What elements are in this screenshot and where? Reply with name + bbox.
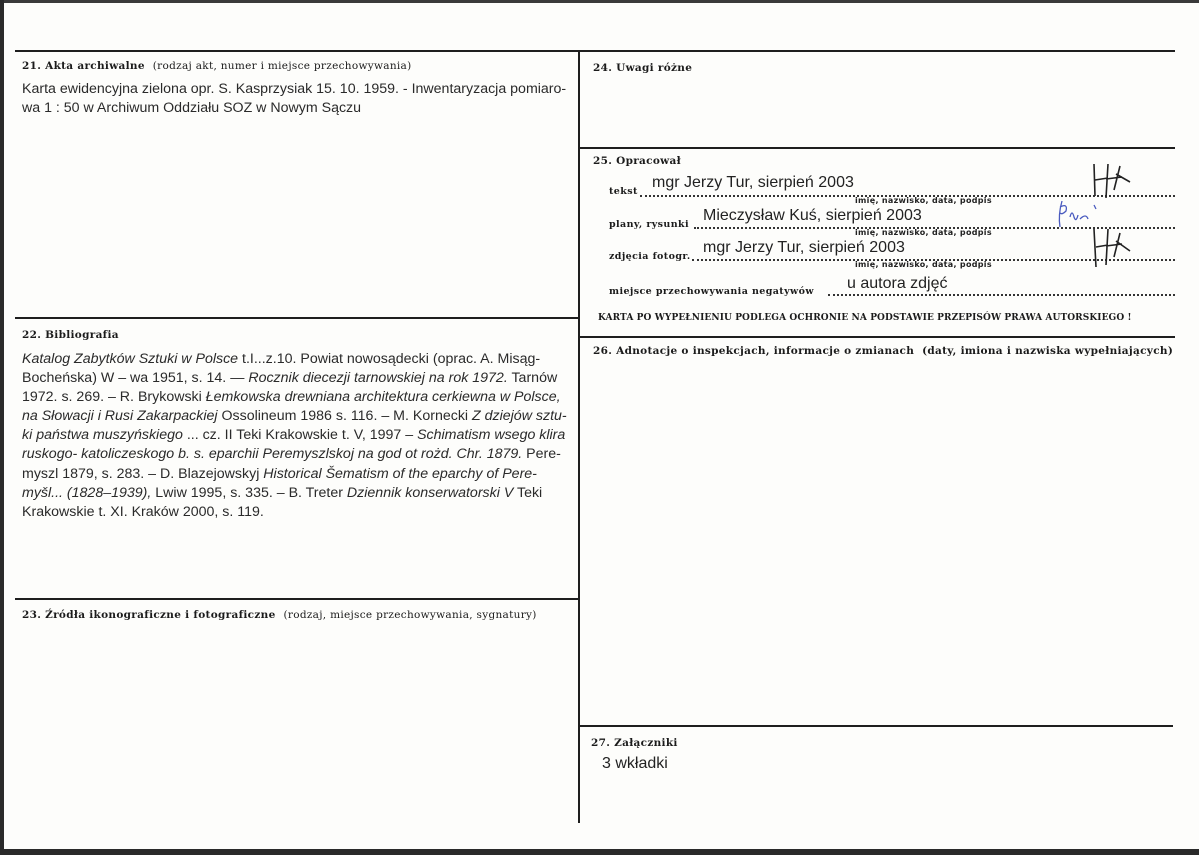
page-edge-bottom [0, 849, 1199, 855]
negatywy-label: miejsce przechowywania negatywów [609, 286, 814, 297]
plany-caption: imię, nazwisko, data, podpis [855, 228, 992, 237]
grid-line-top [15, 50, 1175, 52]
negatywy-value: u autora zdjęć [847, 275, 948, 292]
bibliography-line: myszl 1879, s. 283. – D. Blazejowskyj Historical Šematism of the eparchy of Pere- [22, 465, 537, 482]
grid-line-25-26 [579, 336, 1175, 338]
section-27-value: 3 wkładki [602, 755, 668, 772]
section-23-title: 23. Źródła ikonograficzne i fotograficzne [22, 609, 276, 621]
grid-line-center [578, 50, 580, 823]
section-26-title: 26. Adnotacje o inspekcjach, informacje o zmianach [593, 345, 915, 357]
bibliography-line: myšl... (1828–1939), Lwiw 1995, s. 335. – B. Treter Dziennik konserwatorski V Teki [22, 484, 543, 501]
bibliography-line: ruskogo- katoliczeskogo b. s. eparchii Peremyszlskoj na god ot rożd. Chr. 1879. Pere- [22, 446, 561, 463]
grid-line-21-22 [15, 317, 579, 319]
section-21-header [22, 60, 412, 72]
tekst-caption: imię, nazwisko, data, podpis [855, 196, 992, 205]
section-24-title: 24. Uwagi różne [593, 62, 693, 74]
section-21-content [22, 80, 574, 118]
grid-line-24-25 [579, 147, 1175, 149]
signature-tekst [1086, 160, 1136, 200]
section-25-title: 25. Opracował [593, 155, 681, 167]
section-21-title: 21. Akta archiwalne [22, 60, 145, 72]
negatywy-dotted-line [828, 294, 1175, 296]
section-26-header [593, 345, 1173, 357]
bibliography-line: na Słowacji i Rusi Zakarpackiej Ossolineum 1986 s. 116. – M. Kornecki Z dziejów sztu- [22, 408, 567, 425]
section-26-subtitle: (daty, imiona i nazwiska wypełniających) [922, 345, 1174, 357]
section-21-line-1: Karta ewidencyjna zielona opr. S. Kasprzysiak 15. 10. 1959. - Inwentaryzacja pomiaro- [22, 81, 567, 97]
zdjecia-value: mgr Jerzy Tur, sierpień 2003 [703, 239, 905, 256]
bibliography-line: Katalog Zabytków Sztuki w Polsce t.I...z.10. Powiat nowosądecki (oprac. A. Misąg- [22, 351, 541, 367]
bibliography-line: ki państwa muszyńskiego ... cz. II Teki Krakowskie t. V, 1997 – Schimatism wsego klira [22, 427, 566, 444]
bibliography-line: 1972. s. 269. – R. Brykowski Łemkowska drewniana architektura cerkiewna w Polsce, [22, 389, 561, 406]
section-22-title: 22. Bibliografia [22, 329, 119, 341]
page-edge-top [0, 0, 1199, 3]
bibliography-line: Bocheńska) W – wa 1951, s. 14. — Rocznik diecezji tarnowskiej na rok 1972. Tarnów [22, 370, 558, 387]
page-edge-left [0, 0, 4, 855]
section-23-header [22, 609, 537, 621]
grid-line-22-23 [15, 598, 579, 600]
signature-zdjecia [1086, 225, 1136, 270]
zdjecia-caption: imię, nazwisko, data, podpis [855, 260, 992, 269]
grid-line-26-27 [579, 725, 1173, 727]
section-27-title: 27. Załączniki [591, 737, 678, 749]
section-21-line-2: wa 1 : 50 w Archiwum Oddziału SOZ w Nowym Sączu [22, 100, 362, 117]
section-21-subtitle: (rodzaj akt, numer i miejsce przechowywania) [152, 60, 412, 72]
plany-label: plany, rysunki [609, 219, 690, 230]
copyright-notice: KARTA PO WYPEŁNIENIU PODLEGA OCHRONIE NA PODSTAWIE PRZEPISÓW PRAWA AUTORSKIEGO ! [598, 313, 1132, 323]
zdjecia-label: zdjęcia fotogr. [609, 251, 691, 262]
bibliography-line: Krakowskie t. XI. Kraków 2000, s. 119. [22, 503, 264, 520]
section-22-bibliography [22, 350, 574, 522]
section-23-subtitle: (rodzaj, miejsce przechowywania, sygnatury) [283, 609, 537, 621]
plany-value: Mieczysław Kuś, sierpień 2003 [703, 207, 922, 224]
tekst-label: tekst [609, 186, 638, 197]
tekst-value: mgr Jerzy Tur, sierpień 2003 [652, 174, 854, 191]
